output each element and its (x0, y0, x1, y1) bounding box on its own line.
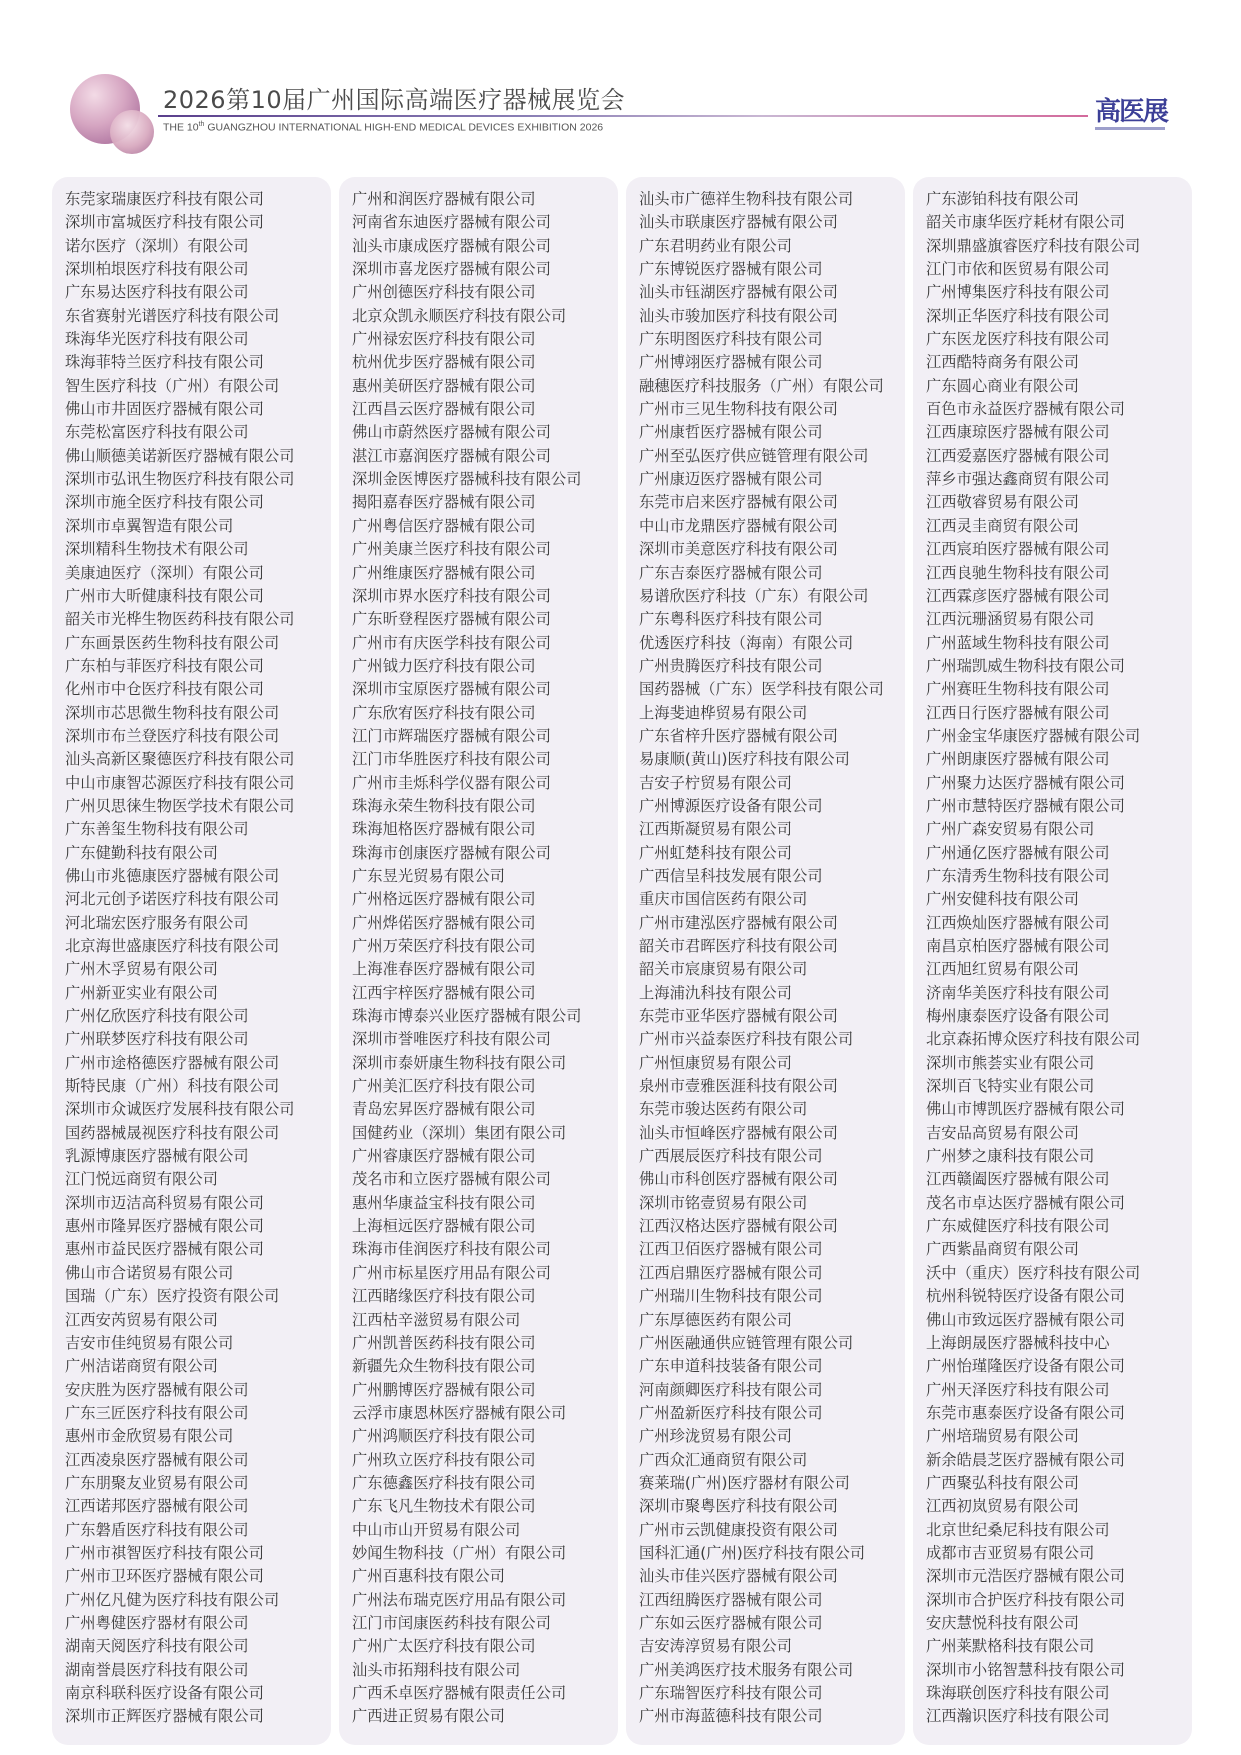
exhibitor-name: 江西斯凝贸易有限公司 (639, 820, 792, 839)
exhibitor-name: 深圳柏垠医疗科技有限公司 (65, 260, 249, 279)
exhibitor-name: 国药器械晟视医疗科技有限公司 (65, 1123, 280, 1142)
exhibitor-name: 江西昌云医疗器械有限公司 (352, 400, 536, 419)
exhibitor-name: 国健药业（深圳）集团有限公司 (352, 1123, 567, 1142)
exhibitor-name: 广州法布瑞克医疗用品有限公司 (352, 1590, 567, 1609)
exhibitor-name: 广西紫晶商贸有限公司 (926, 1240, 1079, 1259)
exhibitor-name: 江门市辉瑞医疗器械有限公司 (352, 726, 551, 745)
exhibitor-name: 佛山顺德美诺新医疗器械有限公司 (65, 446, 295, 465)
exhibitor-name: 惠州华康益宝科技有限公司 (352, 1193, 536, 1212)
subtitle-ordinal: th (198, 121, 205, 128)
exhibitor-name: 深圳金医博医疗器械科技有限公司 (352, 470, 582, 489)
exhibitor-name: 惠州美研医疗器械有限公司 (352, 376, 536, 395)
exhibitor-name: 惠州市金欣贸易有限公司 (65, 1427, 234, 1446)
exhibitor-name: 江西初岚贸易有限公司 (926, 1497, 1079, 1516)
subtitle-post: GUANGZHOU INTERNATIONAL HIGH-END MEDICAL DEVICES EXHIBITION 2026 (204, 121, 604, 134)
exhibitor-name: 安庆慧悦科技有限公司 (926, 1613, 1079, 1632)
exhibitor-name: 易谱欣医疗科技（广东）有限公司 (639, 586, 869, 605)
exhibitor-name: 广州市慧特医疗器械有限公司 (926, 796, 1125, 815)
exhibitor-name: 广州通亿医疗器械有限公司 (926, 843, 1110, 862)
exhibitor-name: 广州市云凯健康投资有限公司 (639, 1520, 838, 1539)
exhibitor-name: 化州市中仓医疗科技有限公司 (65, 680, 264, 699)
exhibitor-name: 东莞家瑞康医疗科技有限公司 (65, 190, 264, 208)
exhibitor-name: 佛山市兆德康医疗器械有限公司 (65, 866, 280, 885)
exhibitor-name: 江门市闰康医药科技有限公司 (352, 1613, 551, 1632)
exhibitor-name: 河南颜卿医疗科技有限公司 (639, 1380, 823, 1399)
exhibitor-name: 易康顺(黄山)医疗科技有限公司 (639, 750, 850, 769)
exhibitor-name: 广州培瑞贸易有限公司 (926, 1427, 1079, 1446)
page-title: 2026第10届广州国际高端医疗器械展览会 (163, 86, 626, 114)
exhibitor-name: 深圳市喜龙医疗器械有限公司 (352, 260, 551, 279)
exhibitor-name: 汕头高新区聚德医疗科技有限公司 (65, 750, 295, 769)
exhibitor-name: 上海准春医疗器械有限公司 (352, 960, 536, 979)
exhibitor-name: 广州市大昕健康科技有限公司 (65, 586, 264, 605)
exhibitor-name: 广州市标星医疗用品有限公司 (352, 1263, 551, 1282)
exhibitor-name: 广州朗康医疗器械有限公司 (926, 750, 1110, 769)
exhibitor-name: 东省赛射光谱医疗科技有限公司 (65, 306, 280, 325)
exhibitor-name: 广州木孚贸易有限公司 (65, 960, 218, 979)
exhibitor-name: 广东澎铂科技有限公司 (926, 190, 1079, 208)
exhibitor-name: 广州瑞川生物科技有限公司 (639, 1287, 823, 1306)
exhibitor-name: 智生医疗科技（广州）有限公司 (65, 376, 280, 395)
exhibitor-name: 国科汇通(广州)医疗科技有限公司 (639, 1543, 866, 1562)
exhibitor-name: 广州莱默格科技有限公司 (926, 1637, 1095, 1656)
exhibitor-name: 汕头市康成医疗器械有限公司 (352, 236, 551, 255)
exhibitor-name: 广州广森安贸易有限公司 (926, 820, 1095, 839)
exhibitor-name: 湖南天阅医疗科技有限公司 (65, 1637, 249, 1656)
exhibitor-name: 东莞市启来医疗器械有限公司 (639, 493, 838, 512)
exhibitor-name: 广州盈新医疗科技有限公司 (639, 1403, 823, 1422)
exhibitor-name: 广东朋聚友业贸易有限公司 (65, 1473, 249, 1492)
exhibitor-name: 广州美鸿医疗技术服务有限公司 (639, 1660, 854, 1679)
exhibitor-name: 珠海市佳润医疗科技有限公司 (352, 1240, 551, 1259)
exhibitor-name: 深圳市施全医疗科技有限公司 (65, 493, 264, 512)
exhibitor-name: 广州虹楚科技有限公司 (639, 843, 792, 862)
exhibitor-name: 珠海永荣生物科技有限公司 (352, 796, 536, 815)
exhibitor-name: 北京海世盛康医疗科技有限公司 (65, 937, 280, 955)
exhibitor-name: 汕头市联康医疗器械有限公司 (639, 213, 838, 232)
exhibitor-name: 广州赛旺生物科技有限公司 (926, 680, 1110, 699)
exhibitor-name: 广州聚力达医疗器械有限公司 (926, 773, 1125, 792)
exhibitor-name: 深圳市铭壹贸易有限公司 (639, 1193, 808, 1212)
exhibitor-name: 广东易达医疗科技有限公司 (65, 283, 249, 302)
exhibitor-name: 广东君明药业有限公司 (639, 236, 792, 255)
exhibitor-name: 江门市依和医贸易有限公司 (926, 260, 1110, 279)
exhibitor-name: 广东医龙医疗科技有限公司 (926, 330, 1110, 349)
exhibitor-name: 广州烨偌医疗器械有限公司 (352, 913, 536, 932)
exhibitor-name: 广东善玺生物科技有限公司 (65, 820, 249, 839)
exhibitor-name: 上海浦氿科技有限公司 (639, 983, 792, 1002)
exhibitor-name: 中山市山开贸易有限公司 (352, 1520, 521, 1539)
exhibitor-name: 广东健勤科技有限公司 (65, 843, 218, 862)
exhibitor-name: 江西瀚识医疗科技有限公司 (926, 1707, 1110, 1726)
exhibitor-name: 江西焕灿医疗器械有限公司 (926, 913, 1110, 932)
exhibitor-name: 深圳市美意医疗科技有限公司 (639, 540, 838, 559)
exhibitor-name: 惠州市益民医疗器械有限公司 (65, 1240, 264, 1259)
page-subtitle (163, 121, 603, 134)
exhibitor-name: 湛江市嘉润医疗器械有限公司 (352, 446, 551, 465)
exhibitor-name: 赛莱瑞(广州)医疗器材有限公司 (639, 1473, 850, 1492)
exhibitor-name: 广州万荣医疗科技有限公司 (352, 937, 536, 955)
exhibitor-name: 广州钺力医疗科技有限公司 (352, 656, 536, 675)
exhibitor-name: 汕头市拓翔科技有限公司 (352, 1660, 521, 1679)
exhibitor-name: 广州市途格德医疗器械有限公司 (65, 1053, 280, 1072)
exhibitor-name: 广州博源医疗设备有限公司 (639, 796, 823, 815)
exhibitor-name: 广州睿康医疗器械有限公司 (352, 1147, 536, 1166)
exhibitor-name: 惠州市隆昇医疗器械有限公司 (65, 1217, 264, 1236)
exhibitor-name: 杭州优步医疗器械有限公司 (352, 353, 536, 372)
exhibitor-name: 佛山市合诺贸易有限公司 (65, 1263, 234, 1282)
exhibitor-name: 汕头市广德祥生物科技有限公司 (639, 190, 854, 208)
exhibitor-name: 广州玖立医疗科技有限公司 (352, 1450, 536, 1469)
exhibitor-name: 江西康琼医疗器械有限公司 (926, 423, 1110, 442)
exhibitor-name: 云浮市康恩林医疗器械有限公司 (352, 1403, 567, 1422)
exhibitor-name: 珠海华光医疗科技有限公司 (65, 330, 249, 349)
exhibitor-name: 汕头市恒峰医疗器械有限公司 (639, 1123, 838, 1142)
exhibitor-name: 广州市建泓医疗器械有限公司 (639, 913, 838, 932)
exhibitor-name: 江西霖彦医疗器械有限公司 (926, 586, 1110, 605)
exhibitor-name: 广州市卫环医疗器械有限公司 (65, 1567, 264, 1586)
exhibitor-name: 广州市有庆医学科技有限公司 (352, 633, 551, 652)
exhibitor-name: 广东清秀生物科技有限公司 (926, 866, 1110, 885)
exhibitor-name: 珠海菲特兰医疗科技有限公司 (65, 353, 264, 372)
exhibitor-name: 广东粤科医疗科技有限公司 (639, 610, 823, 629)
decorative-circle-small (110, 110, 154, 154)
exhibitor-name: 韶关市康华医疗耗材有限公司 (926, 213, 1125, 232)
exhibitor-name: 广东欣宥医疗科技有限公司 (352, 703, 536, 722)
exhibitor-name: 广州新亚实业有限公司 (65, 983, 218, 1002)
exhibitor-name: 江西敬睿贸易有限公司 (926, 493, 1079, 512)
exhibitor-name: 广州博集医疗科技有限公司 (926, 283, 1110, 302)
exhibitor-name: 广东威健医疗科技有限公司 (926, 1217, 1110, 1236)
exhibitor-name: 广东省梓升医疗器械有限公司 (639, 726, 838, 745)
exhibitor-name: 广州市三见生物科技有限公司 (639, 400, 838, 419)
exhibitor-name: 广西进正贸易有限公司 (352, 1707, 505, 1726)
exhibitor-name: 东莞市惠泰医疗设备有限公司 (926, 1403, 1125, 1422)
exhibitor-name: 沃中（重庆）医疗科技有限公司 (926, 1263, 1141, 1282)
header-divider (158, 115, 1088, 117)
exhibitor-name: 深圳鼎盛旗睿医疗科技有限公司 (926, 236, 1141, 255)
exhibitor-name: 江西宇梓医疗器械有限公司 (352, 983, 536, 1002)
exhibitor-name: 乳源博康医疗器械有限公司 (65, 1147, 249, 1166)
exhibitor-name: 江西睹缘医疗科技有限公司 (352, 1287, 536, 1306)
exhibitor-name: 广州禄宏医疗科技有限公司 (352, 330, 536, 349)
exhibitor-name: 广州创德医疗科技有限公司 (352, 283, 536, 302)
exhibitor-name: 广州康迈医疗器械有限公司 (639, 470, 823, 489)
exhibitor-name: 深圳市泰妍康生物科技有限公司 (352, 1053, 567, 1072)
exhibitor-name: 深圳市界水医疗科技有限公司 (352, 586, 551, 605)
exhibitor-name: 江西汉格达医疗器械有限公司 (639, 1217, 838, 1236)
exhibitor-list-4 (913, 177, 1192, 1729)
exhibitor-name: 广东吉泰医疗器械有限公司 (639, 563, 823, 582)
exhibitor-name: 广州市兴益泰医疗科技有限公司 (639, 1030, 854, 1049)
exhibitor-name: 上海斐迪桦贸易有限公司 (639, 703, 808, 722)
exhibitor-name: 广东昱光贸易有限公司 (352, 866, 505, 885)
exhibitor-name: 佛山市科创医疗器械有限公司 (639, 1170, 838, 1189)
exhibitor-name: 广东德鑫医疗科技有限公司 (352, 1473, 536, 1492)
exhibitor-name: 广州鹏博医疗器械有限公司 (352, 1380, 536, 1399)
exhibitor-name: 中山市龙鼎医疗器械有限公司 (639, 516, 838, 535)
exhibitor-name: 汕头市钰湖医疗器械有限公司 (639, 283, 838, 302)
exhibitor-name: 吉安品高贸易有限公司 (926, 1123, 1079, 1142)
exhibitor-name: 广东圆心商业有限公司 (926, 376, 1079, 395)
exhibitor-name: 东莞市亚华医疗器械有限公司 (639, 1007, 838, 1026)
exhibitor-name: 萍乡市强达鑫商贸有限公司 (926, 470, 1110, 489)
exhibitor-name: 妙闻生物科技（广州）有限公司 (352, 1543, 567, 1562)
exhibitor-name: 广州亿凡健为医疗科技有限公司 (65, 1590, 280, 1609)
exhibitor-name: 广东厚德医药有限公司 (639, 1310, 792, 1329)
exhibitor-name: 江西枯辛滋贸易有限公司 (352, 1310, 521, 1329)
exhibitor-name: 广东明图医疗科技有限公司 (639, 330, 823, 349)
exhibitor-name: 广州怡瑾隆医疗设备有限公司 (926, 1357, 1125, 1376)
exhibitor-name: 广州瑞凯威生物科技有限公司 (926, 656, 1125, 675)
exhibitor-column-4 (913, 177, 1192, 1745)
exhibitor-name: 佛山市蔚然医疗器械有限公司 (352, 423, 551, 442)
exhibitor-name: 广州市海蓝德科技有限公司 (639, 1707, 823, 1726)
exhibitor-name: 中山市康智芯源医疗科技有限公司 (65, 773, 295, 792)
exhibitor-name: 广州康哲医疗器械有限公司 (639, 423, 823, 442)
exhibitor-name: 北京众凯永顺医疗科技有限公司 (352, 306, 567, 325)
exhibitor-name: 吉安涛淳贸易有限公司 (639, 1637, 792, 1656)
exhibitor-name: 广州美汇医疗科技有限公司 (352, 1077, 536, 1096)
exhibitor-name: 深圳市元浩医疗器械有限公司 (926, 1567, 1125, 1586)
exhibitor-name: 泉州市壹雅医涯科技有限公司 (639, 1077, 838, 1096)
exhibitor-name: 江西凌泉医疗器械有限公司 (65, 1450, 249, 1469)
exhibitor-name: 江西酷特商务有限公司 (926, 353, 1079, 372)
exhibitor-name: 广西信呈科技发展有限公司 (639, 866, 823, 885)
exhibitor-name: 广东柏与菲医疗科技有限公司 (65, 656, 264, 675)
exhibitor-name: 南昌京柏医疗器械有限公司 (926, 937, 1110, 955)
exhibitor-name: 深圳市聚粤医疗科技有限公司 (639, 1497, 838, 1516)
exhibitor-name: 汕头市佳兴医疗器械有限公司 (639, 1567, 838, 1586)
exhibitor-name: 江西赣阖医疗器械有限公司 (926, 1170, 1110, 1189)
exhibitor-name: 河北瑞宏医疗服务有限公司 (65, 913, 249, 932)
page-header (0, 0, 1241, 165)
exhibitor-name: 广西众汇通商贸有限公司 (639, 1450, 808, 1469)
exhibitor-name: 成都市吉亚贸易有限公司 (926, 1543, 1095, 1562)
exhibitor-name: 深圳正华医疗科技有限公司 (926, 306, 1110, 325)
exhibitor-column-1 (52, 177, 331, 1745)
exhibitor-name: 广东瑞智医疗科技有限公司 (639, 1684, 823, 1702)
exhibitor-name: 江西纽腾医疗器械有限公司 (639, 1590, 823, 1609)
exhibitor-name: 广西禾卓医疗器械有限责任公司 (352, 1684, 567, 1702)
exhibitor-name: 广州鸿顺医疗科技有限公司 (352, 1427, 536, 1446)
exhibitor-name: 广东如云医疗器械有限公司 (639, 1613, 823, 1632)
exhibitor-name: 广东申道科技装备有限公司 (639, 1357, 823, 1376)
exhibitor-name: 珠海市创康医疗器械有限公司 (352, 843, 551, 862)
exhibitor-name: 北京世纪桑尼科技有限公司 (926, 1520, 1110, 1539)
exhibitor-name: 佛山市井固医疗器械有限公司 (65, 400, 264, 419)
exhibitor-name: 广州洁诺商贸有限公司 (65, 1357, 218, 1376)
exhibitor-name: 深圳市卓翼智造有限公司 (65, 516, 234, 535)
exhibitor-name: 国药器械（广东）医学科技有限公司 (639, 680, 884, 699)
exhibitor-name: 河南省东迪医疗器械有限公司 (352, 213, 551, 232)
exhibitor-name: 东莞松富医疗科技有限公司 (65, 423, 249, 442)
exhibitor-name: 江西诺邦医疗器械有限公司 (65, 1497, 249, 1516)
exhibitor-name: 广州博翊医疗器械有限公司 (639, 353, 823, 372)
exhibitor-name: 深圳精科生物技术有限公司 (65, 540, 249, 559)
exhibitor-name: 江西启鼎医疗器械有限公司 (639, 1263, 823, 1282)
exhibitor-name: 广州亿欣医疗科技有限公司 (65, 1007, 249, 1026)
exhibitor-name: 吉安子柠贸易有限公司 (639, 773, 792, 792)
exhibitor-name: 广州百惠科技有限公司 (352, 1567, 505, 1586)
exhibitor-list-1 (52, 177, 331, 1729)
exhibitor-name: 深圳市正辉医疗器械有限公司 (65, 1707, 264, 1726)
exhibitor-column-3 (626, 177, 905, 1745)
exhibitor-name: 广东飞凡生物技术有限公司 (352, 1497, 536, 1516)
exhibitor-name: 广州至弘医疗供应链管理有限公司 (639, 446, 869, 465)
exhibitor-name: 韶关市君晖医疗科技有限公司 (639, 937, 838, 955)
exhibitor-name: 广东三匠医疗科技有限公司 (65, 1403, 249, 1422)
exhibitor-name: 美康迪医疗（深圳）有限公司 (65, 563, 264, 582)
exhibitor-name: 江西爱嘉医疗器械有限公司 (926, 446, 1110, 465)
subtitle-pre: THE 10 (163, 121, 199, 134)
exhibitor-name: 广州贵腾医疗科技有限公司 (639, 656, 823, 675)
exhibitor-name: 韶关市宸康贸易有限公司 (639, 960, 808, 979)
exhibitor-name: 国瑞（广东）医疗投资有限公司 (65, 1287, 280, 1306)
exhibitor-name: 江西卫佰医疗器械有限公司 (639, 1240, 823, 1259)
exhibitor-name: 江门市华胜医疗科技有限公司 (352, 750, 551, 769)
exhibitor-name: 新余皓晨芝医疗器械有限公司 (926, 1450, 1125, 1469)
exhibitor-name: 东莞市骏达医药有限公司 (639, 1100, 808, 1119)
exhibitor-name: 广州市圭烁科学仪器有限公司 (352, 773, 551, 792)
exhibitor-name: 深圳市誉唯医疗科技有限公司 (352, 1030, 551, 1049)
exhibitor-name: 江西旭红贸易有限公司 (926, 960, 1079, 979)
exhibitor-name: 广州珍泷贸易有限公司 (639, 1427, 792, 1446)
brand-logo (1095, 98, 1167, 136)
exhibitor-name: 珠海旭格医疗器械有限公司 (352, 820, 536, 839)
exhibitor-name: 安庆胜为医疗器械有限公司 (65, 1380, 249, 1399)
exhibitor-name: 广州安健科技有限公司 (926, 890, 1079, 909)
exhibitor-name: 江西沅珊涵贸易有限公司 (926, 610, 1095, 629)
exhibitor-name: 深圳市迈洁高科贸易有限公司 (65, 1193, 264, 1212)
exhibitor-name: 广西聚弘科技有限公司 (926, 1473, 1079, 1492)
exhibitor-name: 广州贝思徕生物医学技术有限公司 (65, 796, 295, 815)
exhibitor-name: 佛山市致远医疗器械有限公司 (926, 1310, 1125, 1329)
exhibitor-name: 优透医疗科技（海南）有限公司 (639, 633, 854, 652)
exhibitor-name: 深圳市小铭智慧科技有限公司 (926, 1660, 1125, 1679)
exhibitor-name: 新疆先众生物科技有限公司 (352, 1357, 536, 1376)
exhibitor-name: 青岛宏昇医疗器械有限公司 (352, 1100, 536, 1119)
exhibitor-name: 深圳百飞特实业有限公司 (926, 1077, 1095, 1096)
exhibitor-name: 广州凯普医药科技有限公司 (352, 1333, 536, 1352)
exhibitor-name: 江门悦远商贸有限公司 (65, 1170, 218, 1189)
exhibitor-name: 珠海市博泰兴业医疗器械有限公司 (352, 1007, 582, 1026)
exhibitor-name: 深圳市合护医疗科技有限公司 (926, 1590, 1125, 1609)
exhibitor-name: 深圳市熊荟实业有限公司 (926, 1053, 1095, 1072)
exhibitor-name: 韶关市光桦生物医药科技有限公司 (65, 610, 295, 629)
exhibitor-name: 广东昕登程医疗器械有限公司 (352, 610, 551, 629)
exhibitor-name: 河北元创予诺医疗科技有限公司 (65, 890, 280, 909)
exhibitor-name: 重庆市国信医药有限公司 (639, 890, 808, 909)
exhibitor-name: 广州联梦医疗科技有限公司 (65, 1030, 249, 1049)
exhibitor-list-3 (626, 177, 905, 1729)
logo-text: 高医展 (1095, 97, 1168, 127)
exhibitor-name: 江西灵圭商贸有限公司 (926, 516, 1079, 535)
exhibitor-name: 广州市祺智医疗科技有限公司 (65, 1543, 264, 1562)
exhibitor-name: 济南华美医疗科技有限公司 (926, 983, 1110, 1002)
exhibitor-name: 广东画景医药生物科技有限公司 (65, 633, 280, 652)
exhibitor-name: 上海桓远医疗器械有限公司 (352, 1217, 536, 1236)
exhibitor-name: 江西良驰生物科技有限公司 (926, 563, 1110, 582)
exhibitor-name: 广东磐盾医疗科技有限公司 (65, 1520, 249, 1539)
exhibitor-name: 广州梦之康科技有限公司 (926, 1147, 1095, 1166)
exhibitor-name: 广州和润医疗器械有限公司 (352, 190, 536, 208)
exhibitor-name: 吉安市佳纯贸易有限公司 (65, 1333, 234, 1352)
exhibitor-name: 杭州科锐特医疗设备有限公司 (926, 1287, 1125, 1306)
exhibitor-name: 深圳市宝原医疗器械有限公司 (352, 680, 551, 699)
exhibitor-name: 斯特民康（广州）科技有限公司 (65, 1077, 280, 1096)
exhibitor-name: 广州恒康贸易有限公司 (639, 1053, 792, 1072)
exhibitor-name: 广西展辰医疗科技有限公司 (639, 1147, 823, 1166)
exhibitor-name: 揭阳嘉春医疗器械有限公司 (352, 493, 536, 512)
exhibitor-name: 茂名市和立医疗器械有限公司 (352, 1170, 551, 1189)
logo-underline (1095, 127, 1165, 130)
exhibitor-name: 北京森拓博众医疗科技有限公司 (926, 1030, 1141, 1049)
exhibitor-name: 深圳市芯思微生物科技有限公司 (65, 703, 280, 722)
exhibitor-name: 广东博锐医疗器械有限公司 (639, 260, 823, 279)
exhibitor-name: 广州天泽医疗科技有限公司 (926, 1380, 1110, 1399)
exhibitor-name: 南京科联科医疗设备有限公司 (65, 1684, 264, 1702)
exhibitor-name: 广州蓝域生物科技有限公司 (926, 633, 1110, 652)
exhibitor-name: 深圳市富城医疗科技有限公司 (65, 213, 264, 232)
exhibitor-name: 深圳市众诚医疗发展科技有限公司 (65, 1100, 295, 1119)
exhibitor-name: 江西宸珀医疗器械有限公司 (926, 540, 1110, 559)
exhibitor-name: 梅州康泰医疗设备有限公司 (926, 1007, 1110, 1026)
exhibitor-column-2 (339, 177, 618, 1745)
exhibitor-name: 佛山市博凯医疗器械有限公司 (926, 1100, 1125, 1119)
exhibitor-name: 深圳市布兰登医疗科技有限公司 (65, 726, 280, 745)
exhibitor-name: 广州医融通供应链管理有限公司 (639, 1333, 854, 1352)
exhibitor-name: 广州格远医疗器械有限公司 (352, 890, 536, 909)
exhibitor-name: 江西安芮贸易有限公司 (65, 1310, 218, 1329)
exhibitor-name: 广州美康兰医疗科技有限公司 (352, 540, 551, 559)
exhibitor-name: 百色市永益医疗器械有限公司 (926, 400, 1125, 419)
exhibitor-name: 广州粤信医疗器械有限公司 (352, 516, 536, 535)
exhibitor-name: 广州金宝华康医疗器械有限公司 (926, 726, 1141, 745)
exhibitor-columns (52, 177, 1192, 1745)
exhibitor-name: 诺尔医疗（深圳）有限公司 (65, 236, 249, 255)
exhibitor-name: 广州粤健医疗器材有限公司 (65, 1613, 249, 1632)
exhibitor-list-2 (339, 177, 618, 1729)
exhibitor-name: 融穗医疗科技服务（广州）有限公司 (639, 376, 884, 395)
exhibitor-name: 深圳市弘讯生物医疗科技有限公司 (65, 470, 295, 489)
exhibitor-name: 上海朗晟医疗器械科技中心 (926, 1333, 1110, 1352)
exhibitor-name: 广州广太医疗科技有限公司 (352, 1637, 536, 1656)
exhibitor-name: 茂名市卓达医疗器械有限公司 (926, 1193, 1125, 1212)
exhibitor-name: 湖南誉晨医疗科技有限公司 (65, 1660, 249, 1679)
exhibitor-name: 江西日行医疗器械有限公司 (926, 703, 1110, 722)
exhibitor-name: 汕头市骏加医疗科技有限公司 (639, 306, 838, 325)
exhibitor-name: 广州维康医疗器械有限公司 (352, 563, 536, 582)
exhibitor-name: 珠海联创医疗科技有限公司 (926, 1684, 1110, 1702)
